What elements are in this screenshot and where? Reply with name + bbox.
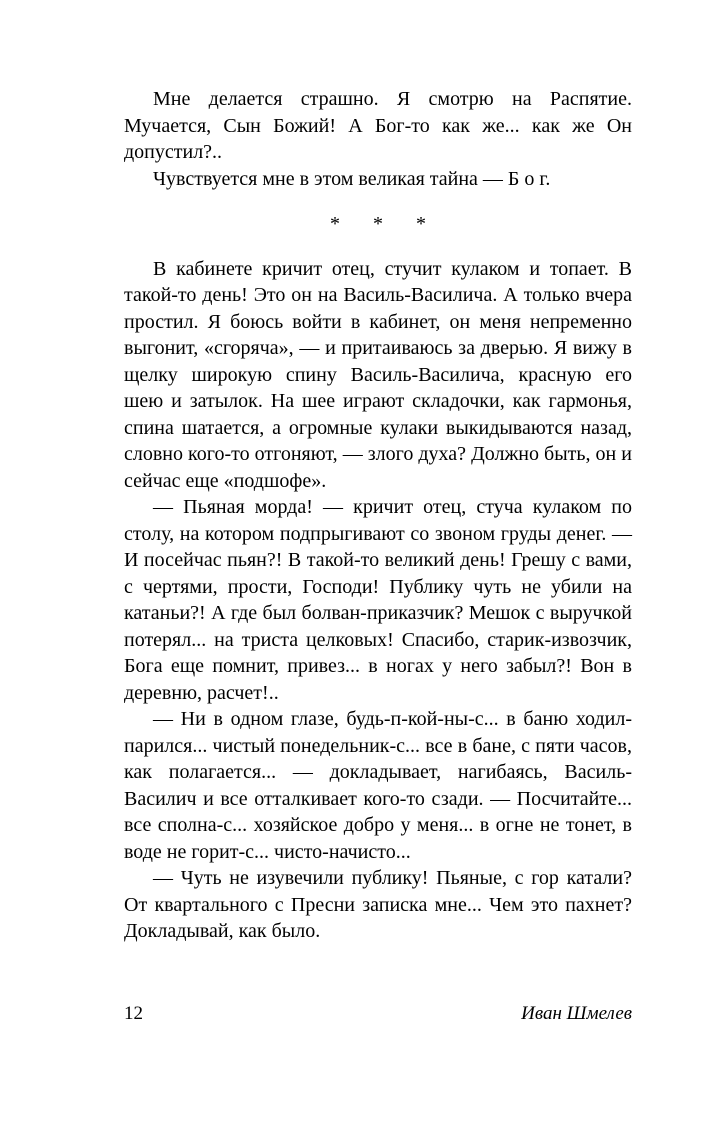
- paragraph: — Ни в одном глазе, будь-п-кой-ны-с... в баню ходил-парился... чистый понедельник-с... все в бане, с пяти часов, как полагается... — докладывает, нагибаясь, Василь-Василич и все отталкивает кого-то сзади. — Посчитайте... все сполна-с... хозяйское добро у меня... в огне не тонет, в воде не горит-с... чисто-начисто...: [124, 708, 632, 863]
- paragraph: В кабинете кричит отец, стучит кулаком и топает. В такой-то день! Это он на Василь-Василича. А только вчера простил. Я боюсь войти в кабинет, он меня непременно выгонит, «сгоряча», — и притаиваюсь за дверью. Я вижу в щелку широкую спину Василь-Василича, красную его шею и затылок. На шее играют складочки, как гармонья, спина шатается, а огромные кулаки выкидываются назад, словно кого-то отгоняют, — злого духа? Должно быть, он и сейчас еще «подшофе».: [124, 257, 632, 492]
- paragraph: Чувствуется мне в этом великая тайна — Б о г.: [153, 167, 551, 190]
- paragraph: Мне делается страшно. Я смотрю на Распятие. Мучается, Сын Божий! А Бог-то как же... как же Он допустил?..: [124, 88, 632, 163]
- page-text-block: [124, 86, 632, 945]
- page-footer: [124, 1002, 632, 1026]
- section-break-asterisks: * * *: [330, 213, 426, 235]
- paragraph: — Пьяная морда! — кричит отец, стуча кулаком по столу, на котором подпрыгивают со звоном груды денег. — И посейчас пьян?! В такой-то великий день! Грешу с вами, с чертями, прости, Господи! Публику чуть не убили на катаньи?! А где был болван-приказчик? Мешок с выручкой потерял... на триста целковых! Спасибо, старик-извозчик, Бога еще помнит, привез... в ногах у него забыл?! Вон в деревню, расчет!..: [124, 496, 632, 704]
- page-number: 12: [124, 1003, 143, 1024]
- author-name: Иван Шмелев: [521, 1003, 632, 1024]
- paragraph: — Чуть не изувечили публику! Пьяные, с гор катали? От квартального с Пресни записка мне... Чем это пахнет? Докладывай, как было.: [124, 867, 632, 942]
